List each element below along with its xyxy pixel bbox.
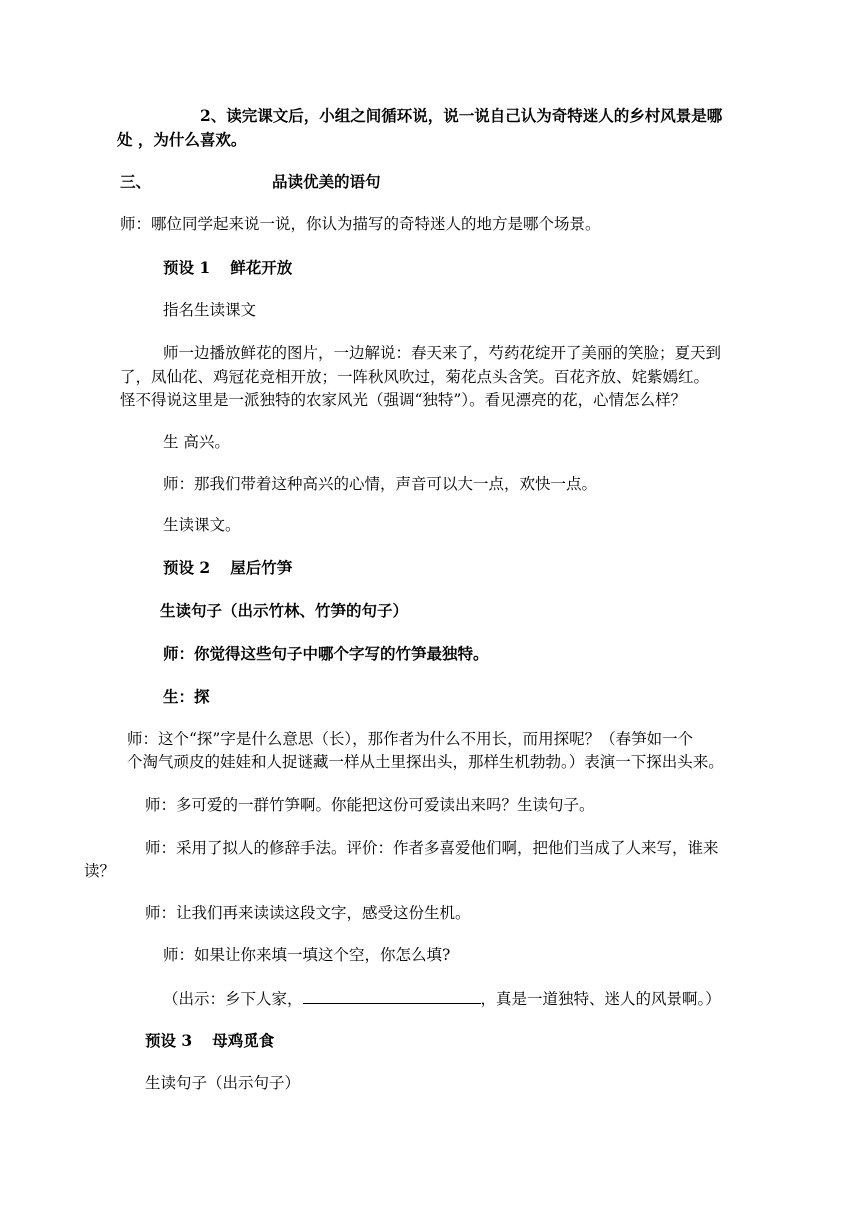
preset-label: 预设 1	[163, 258, 211, 277]
paragraph-teacher-bamboo-question: 师：你觉得这些句子中哪个字写的竹笋最独特。	[163, 644, 489, 663]
section-heading	[120, 172, 151, 192]
paragraph-student-read: 指名生读课文	[163, 301, 257, 319]
paragraph-fill-blank-question: 师：如果让你来填一填这个空，你怎么填?	[163, 946, 451, 964]
paragraph-discussion-line1: 2、读完课文后，小组之间循环说，说一说自己认为奇特迷人的乡村风景是哪	[200, 106, 723, 125]
paragraph-personification-line2: 读？	[84, 862, 116, 880]
paragraph-explore-line1: 师：这个“探”字是什么意思（长），那作者为什么不用长，而用探呢？（春笋如一个	[127, 730, 694, 748]
paragraph-student-read-text: 生读课文。	[163, 516, 241, 534]
preset-label: 预设 3	[145, 1031, 193, 1050]
paragraph-explore-line2: 个淘气顽皮的娃娃和人捉谜藏一样从土里探出头，那样生机勃勃。）表演一下探出头来。	[127, 753, 724, 771]
sentence-suffix: ，真是一道独特、迷人的风景啊。）	[480, 990, 721, 1008]
paragraph-personification-line1: 师：采用了拟人的修辞手法。评价：作者多喜爱他们啊，把他们当成了人来写，谁来	[145, 839, 719, 857]
paragraph-fill-blank-sentence	[163, 988, 721, 1009]
paragraph-student-happy: 生 高兴。	[163, 433, 230, 451]
paragraph-read-again: 师：让我们再来读读这段文字，感受这份生机。	[145, 904, 471, 922]
fill-blank-line	[303, 988, 481, 1004]
paragraph-read-bamboo: 生读句子（出示竹林、竹笋的句子）	[160, 601, 409, 620]
preset-label: 预设 2	[163, 558, 211, 577]
paragraph-teacher-question: 师：哪位同学起来说一说，你认为描写的奇特迷人的地方是哪个场景。	[120, 215, 601, 233]
paragraph-student-answer: 生：探	[163, 687, 210, 706]
preset-title: 屋后竹笋	[230, 558, 293, 577]
section-title: 品读优美的语句	[272, 172, 381, 191]
section-number: 三、	[120, 172, 152, 191]
paragraph-read-sentence: 生读句子（出示句子）	[145, 1074, 301, 1092]
preset-title: 母鸡觅食	[212, 1031, 275, 1050]
paragraph-flowers-line2: 了，凤仙花、鸡冠花竞相开放；一阵秋风吹过，菊花点头含笑。百花齐放、姹紫嫣红。	[120, 368, 710, 386]
paragraph-flowers-line1: 师一边播放鲜花的图片，一边解说：春天来了，芍药花绽开了美丽的笑脸；夏天到	[163, 344, 722, 362]
preset-3-heading	[145, 1031, 274, 1051]
paragraph-flowers-line3: 怪不得说这里是一派独特的农家风光（强调“独特”）。看见漂亮的花，心情怎么样？	[120, 391, 687, 409]
preset-title: 鲜花开放	[230, 258, 293, 277]
preset-2-heading	[163, 558, 292, 578]
preset-1-heading	[163, 258, 292, 278]
paragraph-discussion-line2: 处 ，为什么喜欢。	[117, 130, 247, 149]
sentence-prefix: （出示：乡下人家，	[163, 990, 303, 1008]
paragraph-teacher-happy: 师：那我们带着这种高兴的心情，声音可以大一点，欢快一点。	[163, 475, 598, 493]
paragraph-cute-bamboo: 师：多可爱的一群竹笋啊。你能把这份可爱读出来吗？生读句子。	[145, 796, 595, 814]
